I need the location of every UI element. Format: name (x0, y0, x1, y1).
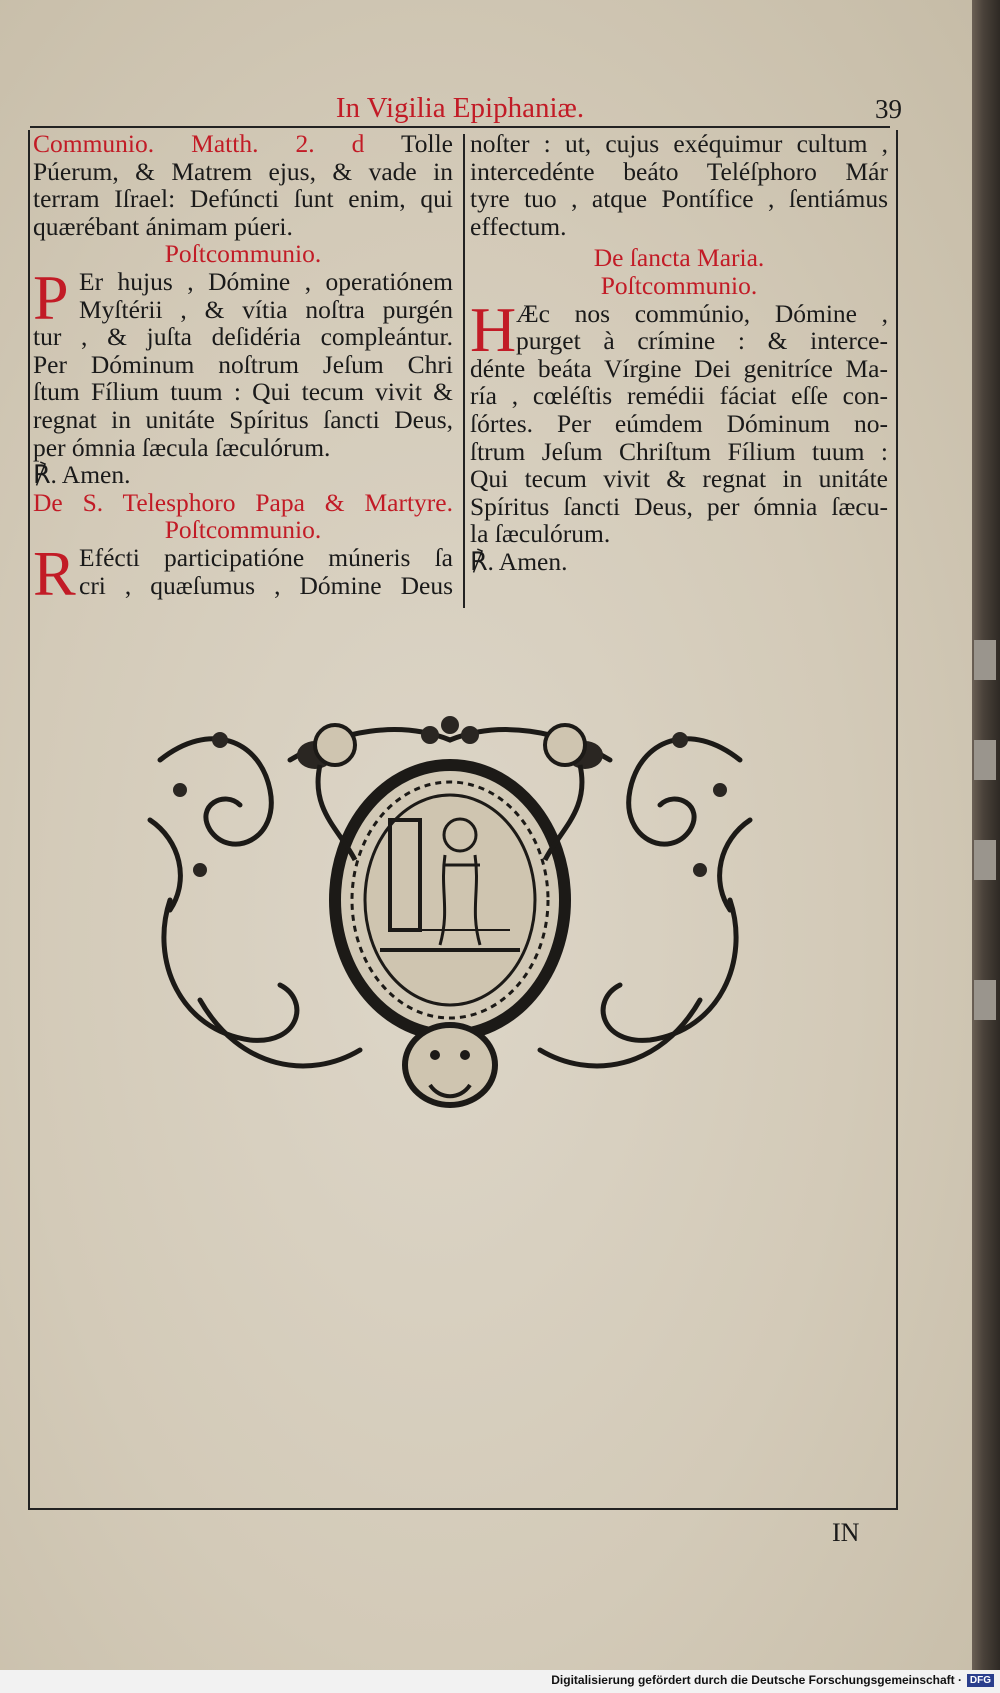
section-heading: Poſtcommunio. (600, 270, 758, 300)
response-amen: ℟. Amen. (470, 546, 568, 576)
communio-label: Communio. Matth. 2. d (33, 129, 365, 158)
text-line: Qui tecum vivit & regnat in unitáte (470, 464, 888, 494)
text-line: ſtrum Jeſum Chriſtum Fílium tuum : (470, 436, 888, 466)
drop-capital: R (33, 537, 76, 609)
prayer-block (33, 261, 453, 462)
text-line: Myſtérii , & vítia noſtra purgén (79, 294, 453, 324)
text-line: purget à crímine : & interce- (516, 326, 888, 356)
text-line: dénte beáta Vírgine Dei genitríce Ma- (470, 353, 888, 383)
text-line: Efécti participatióne múneris ſa (79, 542, 453, 572)
text-line: ſórtes. Per eúmdem Dóminum no- (470, 408, 888, 438)
communio-line (33, 130, 453, 158)
text-line: Æc nos commúnio, Dómine , (516, 298, 888, 328)
text-line: noſter : ut, cujus exéquimur cultum , (470, 129, 888, 158)
text-line: ſtum Fílium tuum : Qui tecum vivit & (33, 377, 453, 407)
drop-capital: P (33, 261, 69, 333)
text-line: intercedénte beáto Teléſphoro Már (470, 156, 888, 186)
dfg-logo: DFG (967, 1674, 994, 1687)
text-line: regnat in unitáte Spíritus ſancti Deus, (33, 404, 453, 434)
response-amen: ℟. Amen. (33, 460, 131, 490)
drop-capital: H (470, 293, 517, 365)
text-line: Púerum, & Matrem ejus, & vade in (33, 156, 453, 186)
cherub-vignette-icon (140, 700, 760, 1130)
page-number: 39 (875, 94, 902, 124)
spine-band (974, 840, 996, 880)
text-line: Spíritus ſancti Deus, per ómnia ſæcu- (470, 491, 888, 521)
text-line: la ſæculórum. (470, 519, 611, 549)
spine-band (974, 740, 996, 780)
prayer-block (33, 537, 453, 609)
text-line: effectum. (470, 211, 567, 241)
text-line: terram Iſrael: Defúncti ſunt enim, qui (33, 184, 453, 214)
text-line: Er hujus , Dómine , operatiónem (79, 266, 453, 296)
text-line: tyre tuo , atque Pontífice , ſentiámus (470, 184, 888, 214)
text-line: ría , cœléſtis remédii fáciat eſſe con- (470, 381, 888, 411)
text-line: Per Dóminum noſtrum Jeſum Chri (33, 349, 453, 379)
section-heading: De ſancta Maria. (593, 243, 765, 273)
text-line: cri , quæſumus , Dómine Deus (79, 570, 453, 600)
spine-band (974, 640, 996, 680)
column-divider (463, 134, 465, 608)
text-line: per ómnia ſæcula ſæculórum. (33, 432, 331, 462)
right-column (470, 130, 888, 576)
section-heading: Poſtcommunio. (164, 515, 322, 545)
running-head (30, 90, 902, 128)
running-title: In Vigilia Epiphaniæ. (335, 92, 585, 124)
catchword: IN (832, 1518, 860, 1547)
text-line: tur , & juſta deſidéria compleántur. (33, 322, 453, 352)
funding-credit: Digitalisierung gefördert durch die Deutsche Forschungsgemeinschaft · (551, 1673, 962, 1687)
section-heading: Poſtcommunio. (164, 239, 322, 269)
footer-bar (0, 1670, 1000, 1693)
text-line: quærébant ánimam púeri. (33, 211, 293, 241)
spine-band (974, 980, 996, 1020)
prayer-block (470, 293, 888, 549)
communio-text: Tolle (400, 129, 453, 158)
left-column (33, 129, 453, 609)
section-heading: De S. Telesphoro Papa & Martyre. (33, 487, 453, 517)
